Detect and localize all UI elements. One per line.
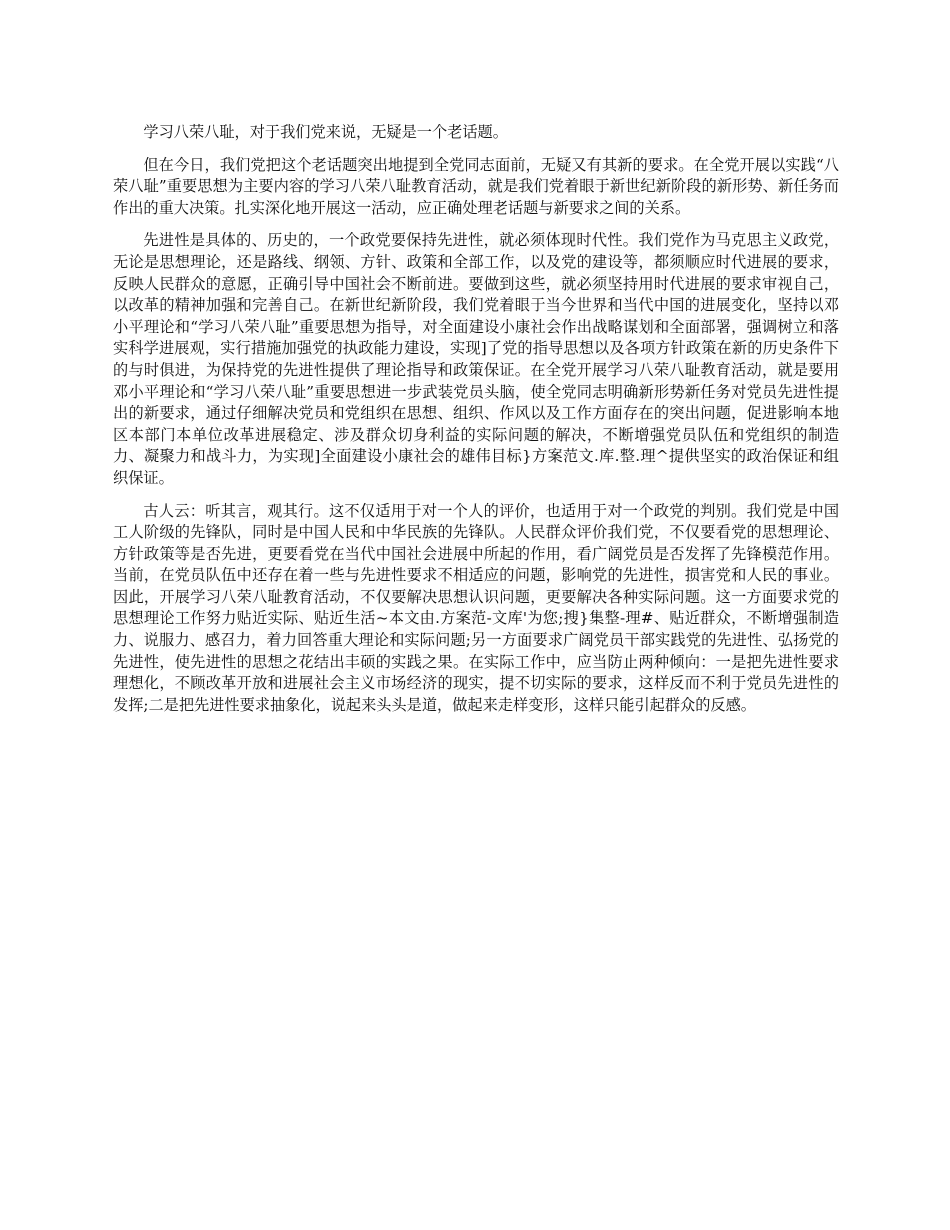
document-body (113, 122, 839, 727)
paragraph-3: 先进性是具体的、历史的，一个政党要保持先进性，就必须体现时代性。我们党作为马克思主义政党，无论是思想理论，还是路线、纲领、方针、政策和全部工作，以及党的建设等，都须顺应时代进展的要求，反映人民群众的意愿，正确引导中国社会不断前进。要做到这些，就必须坚持用时代进展的要求审视自己，以改革的精神加强和完善自己。在新世纪新阶段，我们党着眼于当今世界和当代中国的进展变化，坚持以邓小平理论和“学习八荣八耻”重要思想为指导，对全面建设小康社会作出战略谋划和全面部署，强调树立和落实科学进展观，实行措施加强党的执政能力建设，实现]了党的指导思想以及各项方针政策在新的历史条件下的与时俱进，为保持党的先进性提供了理论指导和政策保证。在全党开展学习八荣八耻教育活动，就是要用邓小平理论和“学习八荣八耻”重要思想进一步武装党员头脑，使全党同志明确新形势新任务对党员先进性提出的新要求，通过仔细解决党员和党组织在思想、组织、作风以及工作方面存在的突出问题，促进影响本地区本部门本单位改革进展稳定、涉及群众切身利益的实际问题的解决，不断增强党员队伍和党组织的制造力、凝聚力和战斗力，为实现]全面建设小康社会的雄伟目标}方案范文.库.整.理^提供坚实的政治保证和组织保证。 (113, 231, 839, 487)
paragraph-2: 但在今日，我们党把这个老话题突出地提到全党同志面前，无疑又有其新的要求。在全党开展以实践“八荣八耻”重要思想为主要内容的学习八荣八耻教育活动，就是我们党着眼于新世纪新阶段的新形势、新任务而作出的重大决策。扎实深化地开展这一活动，应正确处理老话题与新要求之间的关系。 (113, 155, 839, 217)
paragraph-1: 学习八荣八耻，对于我们党来说，无疑是一个老话题。 (143, 123, 508, 141)
paragraph-4: 古人云：听其言，观其行。这不仅适用于对一个人的评价，也适用于对一个政党的判别。我们党是中国工人阶级的先锋队，同时是中国人民和中华民族的先锋队。人民群众评价我们党，不仅要看党的思想理论、方针政策等是否先进，更要看党在当代中国社会进展中所起的作用，看广阔党员是否发挥了先锋模范作用。当前，在党员队伍中还存在着一些与先进性要求不相适应的问题，影响党的先进性，损害党和人民的事业。因此，开展学习八荣八耻教育活动，不仅要解决思想认识问题，更要解决各种实际问题。这一方面要求党的思想理论工作努力贴近实际、贴近生活~本文由.方案范-文库'为您;搜}集整-理#、贴近群众，不断增强制造力、说服力、感召力，着力回答重大理论和实际问题;另一方面要求广阔党员干部实践党的先进性、弘扬党的先进性，使先进性的思想之花结出丰硕的实践之果。在实际工作中，应当防止两种倾向：一是把先进性要求理想化，不顾改革开放和进展社会主义市场经济的现实，提不切实际的要求，这样反而不利于党员先进性的发挥;二是把先进性要求抽象化，说起来头头是道，做起来走样变形，这样只能引起群众的反感。 (113, 501, 839, 714)
